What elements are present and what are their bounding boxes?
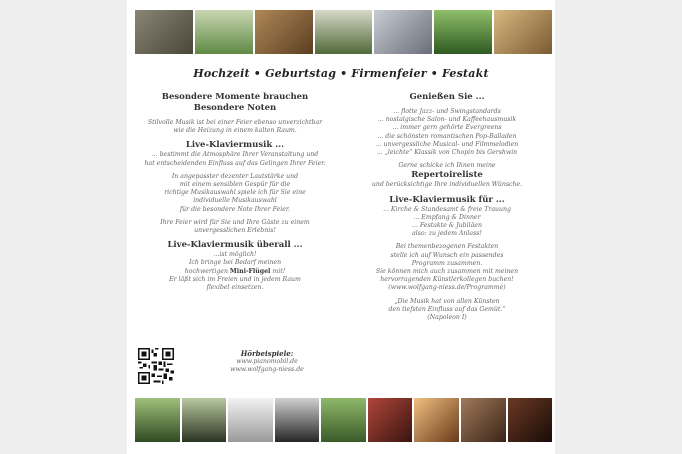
headline: Hochzeit • Geburtstag • Firmenfeier • Festakt xyxy=(193,67,489,80)
program-text-1: Bei themenbezogenen Festakten xyxy=(395,243,499,251)
photo-reception xyxy=(461,398,506,442)
photo-grand-piano xyxy=(228,398,273,442)
para2-line-3: richtige Musikauswahl spiele ich für Sie eine xyxy=(164,189,306,197)
section2-text-2: Ich bringe bei Bedarf meinen xyxy=(188,259,282,267)
section1-title: Live-Klaviermusik ... xyxy=(185,140,285,151)
photo-garden-party xyxy=(434,10,492,54)
left-column xyxy=(129,92,341,292)
repertoire-text-2: und berücksichtige Ihre individuellen Wünsche. xyxy=(371,181,523,189)
enjoy-item: ... „leichte“ Klassik von Chopin bis Gershwin xyxy=(376,149,518,157)
intro-text-1: Stilvolle Musik ist bei einer Feier ebenso unverzichtbar xyxy=(147,119,323,126)
para3-line-2: unvergesslichen Erlebnis! xyxy=(194,227,276,235)
section2-title: Live-Klaviermusik überall ... xyxy=(167,240,303,251)
intro-title-1: Besondere Momente brauchen xyxy=(161,92,309,102)
section2-text-1: ...ist möglich! xyxy=(213,251,257,259)
photo-dinner-hall xyxy=(494,10,552,54)
para2-line-4: individuelle Musikauswahl xyxy=(193,197,277,205)
enjoy-item: ... unvergessliche Musical- und Filmmelodien xyxy=(375,140,519,148)
photo-van xyxy=(275,398,320,442)
program-link[interactable]: (www.wolfgang-niess.de/Programme) xyxy=(388,284,506,292)
bottom-photo-strip xyxy=(135,398,552,442)
section2-text-3 xyxy=(129,268,341,276)
section2-text-3c: mit! xyxy=(270,267,286,275)
occasion-item: ... Kirche & Standesamt & freie Trauung xyxy=(383,205,511,213)
mini-fluegel: Mini-Flügel xyxy=(229,267,271,275)
section1-text-1: ... bestimmt die Atmosphäre Ihrer Veranstaltung und xyxy=(151,151,319,159)
link-pianomobil[interactable]: www.pianomobil.de xyxy=(236,358,298,366)
photo-concert-light xyxy=(414,398,459,442)
top-photo-strip xyxy=(135,10,552,54)
para2-line-5: für die besondere Note Ihrer Feier. xyxy=(179,205,291,213)
enjoy-item: ... nostalgische Salon- und Kaffeehausmusik xyxy=(377,116,517,124)
quote-line-1: „Die Musik hat von allen Künsten xyxy=(394,297,500,305)
enjoy-title: Genießen Sie ... xyxy=(409,92,485,102)
enjoy-item: ... flotte Jazz- und Swingstandards xyxy=(393,108,501,115)
repertoire-text-1: Gerne schicke ich Ihnen meine xyxy=(398,162,496,170)
occasion-item: also: zu jedem Anlass! xyxy=(412,230,482,238)
section1-text-2: hat entscheidenden Einfluss auf das Gelingen Ihrer Feier. xyxy=(144,159,326,167)
qr-code xyxy=(138,348,174,384)
link-wolfgang-niess[interactable]: www.wolfgang-niess.de xyxy=(230,366,304,374)
photo-pianist-outdoor xyxy=(135,398,180,442)
enjoy-item: ... immer gern gehörte Evergreens xyxy=(392,124,502,132)
photo-stage-red xyxy=(368,398,413,442)
enjoy-item: ... die schönsten romantischen Pop-Balladen xyxy=(377,132,517,140)
photo-van-lawn xyxy=(182,398,227,442)
photo-pianist-green xyxy=(321,398,366,442)
photo-pianist-indoor xyxy=(255,10,313,54)
para2-line-2: mit einem sensiblen Gespür für die xyxy=(179,181,291,189)
para3-line-1: Ihre Feier wird für Sie und Ihre Gäste zu einem xyxy=(160,218,310,226)
photo-couple-dance xyxy=(374,10,432,54)
section2-text-3a: hochwertigen xyxy=(184,267,230,275)
photo-piano-dark xyxy=(508,398,553,442)
photo-courtyard xyxy=(315,10,373,54)
audio-samples-title: Hörbeispiele: xyxy=(240,349,294,358)
para2-line-1: In angepasster dezenter Lautstärke und xyxy=(171,172,299,180)
intro-title-2: Besondere Noten xyxy=(193,103,277,113)
intro-text-2: wie die Heizung in einem kalten Raum. xyxy=(173,127,297,135)
program-text-3: Programm zusammen. xyxy=(411,259,483,267)
section2-text-5: flexibel einsetzen. xyxy=(206,284,264,292)
photo-wedding-garden xyxy=(195,10,253,54)
program-text-2: stelle ich auf Wunsch ein passendes xyxy=(390,251,504,259)
right-column xyxy=(341,92,553,322)
repertoire-title: Repertoireliste xyxy=(411,170,483,181)
quote-author: (Napoleon I) xyxy=(427,314,467,322)
program-text-4: Sie können mich auch zusammen mit meinen xyxy=(375,268,519,276)
occasions-title: Live-Klaviermusik für ... xyxy=(389,194,505,205)
audio-samples xyxy=(177,350,357,375)
flyer-page xyxy=(127,0,555,454)
occasion-item: ... Empfang & Dinner xyxy=(413,213,481,221)
section2-text-4: Er läßt sich im Freien und in jedem Raum xyxy=(169,275,301,283)
photo-guests-piano xyxy=(135,10,193,54)
occasion-item: ... Festakte & Jubiläen xyxy=(412,222,482,230)
quote-line-2: den tiefsten Einfluss auf das Gemüt.“ xyxy=(388,305,506,313)
program-text-5: hervorragenden Künstlerkollegen buchen! xyxy=(380,276,514,284)
